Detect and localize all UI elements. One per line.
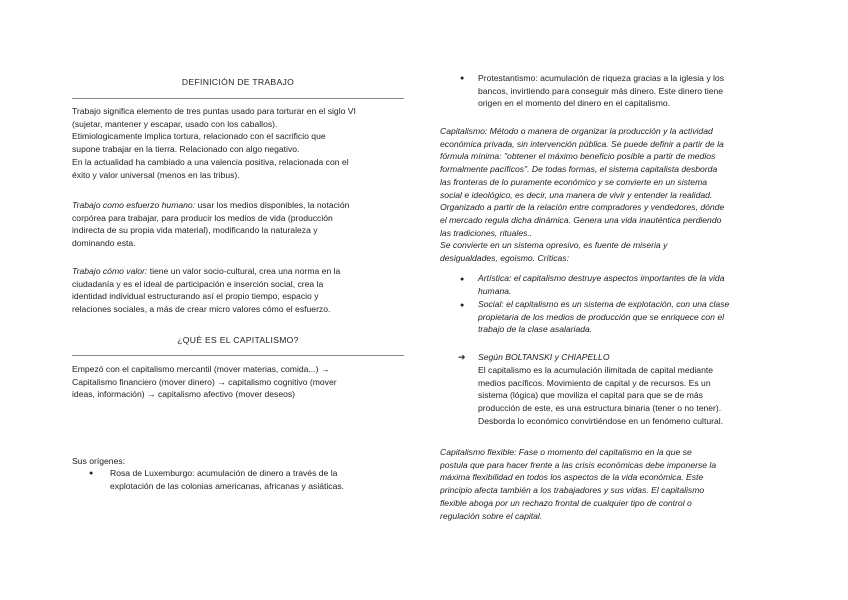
text-line: Capitalismo: Método o manera de organizar la producción y la actividad <box>440 126 713 136</box>
heading-definicion-trabajo: DEFINICIÓN DE TRABAJO <box>181 77 295 87</box>
text-line: origen en el momento del dinero en el capitalismo. <box>478 98 671 109</box>
text-line: desigualdades, egoismo. Críticas: <box>440 253 569 264</box>
text-line: ciudadanía y es el ideal de participación e inserción social, crea la <box>72 278 324 289</box>
text-line: ideas, información) → capitalismo afectivo (mover deseos) <box>72 389 296 400</box>
text-line: máxima flexibilidad en todos los aspectos de la vida económica. Este <box>440 472 704 483</box>
text-line: humana. <box>478 285 512 296</box>
text-line: En la actualidad ha cambiado a una valencia positiva, relacionada con el <box>72 156 349 167</box>
text-line: tiene un valor socio-cultural, crea una norma en la <box>147 266 341 276</box>
text-line: el mercado regula dicha dinámica. Genera una vida inauténtica perdiendo <box>440 214 722 225</box>
text-line: éxito y valor universal (menos en las tribus). <box>72 169 240 180</box>
text-line: Trabajo significa elemento de tres puntas usado para torturar en el siglo VI <box>72 106 356 116</box>
bullet-icon: ● <box>89 470 94 477</box>
text-line: Organizado a partir de la relación entre compradores y vendedores, dónde <box>440 202 725 213</box>
text-line: medios pacíficos. Movimiento de capital y de recursos. Es un <box>478 377 711 388</box>
text-line: Capitalismo flexible: Fase o momento del capitalismo en la que se <box>440 447 692 457</box>
list-item-critica-artistica <box>478 272 778 297</box>
text-line: corpórea para trabajar, para producir los medios de vida (producción <box>72 212 333 223</box>
paragraph-esfuerzo-humano <box>72 199 404 250</box>
paragraph-capitalismo-flexible <box>440 446 774 522</box>
paragraph-definicion <box>72 105 404 181</box>
label-trabajo-valor: Trabajo cómo valor: <box>72 266 148 276</box>
text-line: principio afecta también a los trabajadores y sus vidas. El capitalismo <box>440 485 705 496</box>
text-line: económica privada, sin intervención pública. Se puede definir a partir de la <box>440 138 724 149</box>
paragraph-evolucion-capitalismo <box>72 363 404 401</box>
text-line: producción de este, es una estructura binaria (tener o no tener). <box>478 403 722 414</box>
text-line: supone trabajar en la tierra. Relacionado con algo negativo. <box>72 144 300 155</box>
arrow-right-icon: ➔ <box>458 352 466 362</box>
text-line: sistema (lógica) que moviliza el capital para que se de más <box>478 390 703 401</box>
text-line: Se convierte en un sistema opresivo, es fuente de miseria y <box>440 240 668 251</box>
list-item-protestantismo <box>478 72 778 110</box>
text-line: Empezó con el capitalismo mercantil (mover materias, comida...) → <box>72 364 330 374</box>
heading-que-es-capitalismo: ¿QUÉ ES EL CAPITALISMO? <box>177 335 299 345</box>
text-line: fórmula mínima: "obtener el máximo beneficio posible a partir de medios <box>440 151 716 162</box>
text-line: bancos, invirtiendo para conseguir más dinero. Este dinero tiene <box>478 85 724 96</box>
text-line: Rosa de Luxemburgo: acumulación de dinero a través de la <box>110 468 338 478</box>
bullet-icon: ● <box>460 75 465 82</box>
text-line: Protestantismo: acumulación de riqueza gracias a la iglesia y los <box>478 73 725 83</box>
text-line: usar los medios disponibles, la notación <box>195 200 350 210</box>
text-line: las fronteras de lo puramente económico y se convierte en un sistema <box>440 176 708 187</box>
label-esfuerzo-humano: Trabajo como esfuerzo humano: <box>72 200 196 210</box>
text-line: (sujetar, mantener y escapar, usado con los caballos). <box>72 118 278 129</box>
label-origenes: Sus orígenes: <box>72 456 126 466</box>
bullet-icon: ● <box>460 276 465 283</box>
text-line: Desborda lo económico convirtiéndose en un fenómeno cultural. <box>478 415 724 426</box>
list-item-critica-social <box>478 298 778 336</box>
text-line: dominando esta. <box>72 238 136 249</box>
text-line: relaciones sociales, a más de crear micro valores cómo el esfuerzo. <box>72 304 331 315</box>
text-line: explotación de las colonias americanas, africanas y asiáticas. <box>110 480 345 491</box>
text-line: El capitalismo es la acumulación ilimitada de capital mediante <box>478 365 714 375</box>
paragraph-boltanski <box>478 364 778 428</box>
text-line: las tradiciones, rituales.. <box>440 227 533 238</box>
text-line: flexible aboga por un rechazo frontal de cualquier tipo de control o <box>440 497 692 508</box>
heading-underline <box>72 355 404 356</box>
text-line: postula que para hacer frente a las crisis económicas debe imponerse la <box>440 459 717 470</box>
text-line: propietaria de los medios de producción que se enriquece con el <box>478 311 725 322</box>
text-line: identidad individual estructurando así el propio tiempo, espacio y <box>72 291 319 302</box>
text-line: social e ideológico, es decir, una manera de vivir y entender la realidad. <box>440 189 713 200</box>
list-item-luxemburgo <box>110 467 410 492</box>
paragraph-trabajo-valor <box>72 265 404 316</box>
text-line: Social: el capitalismo es un sistema de explotación, con una clase <box>478 299 730 309</box>
text-line: Etimiologicamente implica tortura, relacionado con el sacrificio que <box>72 131 326 142</box>
text-line: Capitalismo financiero (mover dinero) → capitalismo cognitivo (mover <box>72 376 337 387</box>
text-line: indirecta de su propia vida material), modificando la naturaleza y <box>72 225 318 236</box>
heading-boltanski-chiapello: Según BOLTANSKI y CHIAPELLO <box>478 352 610 362</box>
paragraph-capitalismo-definicion <box>440 125 774 265</box>
text-line: trabajo de la clase asalariada. <box>478 324 593 335</box>
text-line: formalmente pacíficos". De todas formas, el sistema capitalista desborda <box>440 164 718 175</box>
bullet-icon: ● <box>460 302 465 309</box>
text-line: regulación sobre el capital. <box>440 510 543 521</box>
text-line: Artística: el capitalismo destruye aspectos importantes de la vida <box>478 273 725 283</box>
heading-underline <box>72 98 404 99</box>
